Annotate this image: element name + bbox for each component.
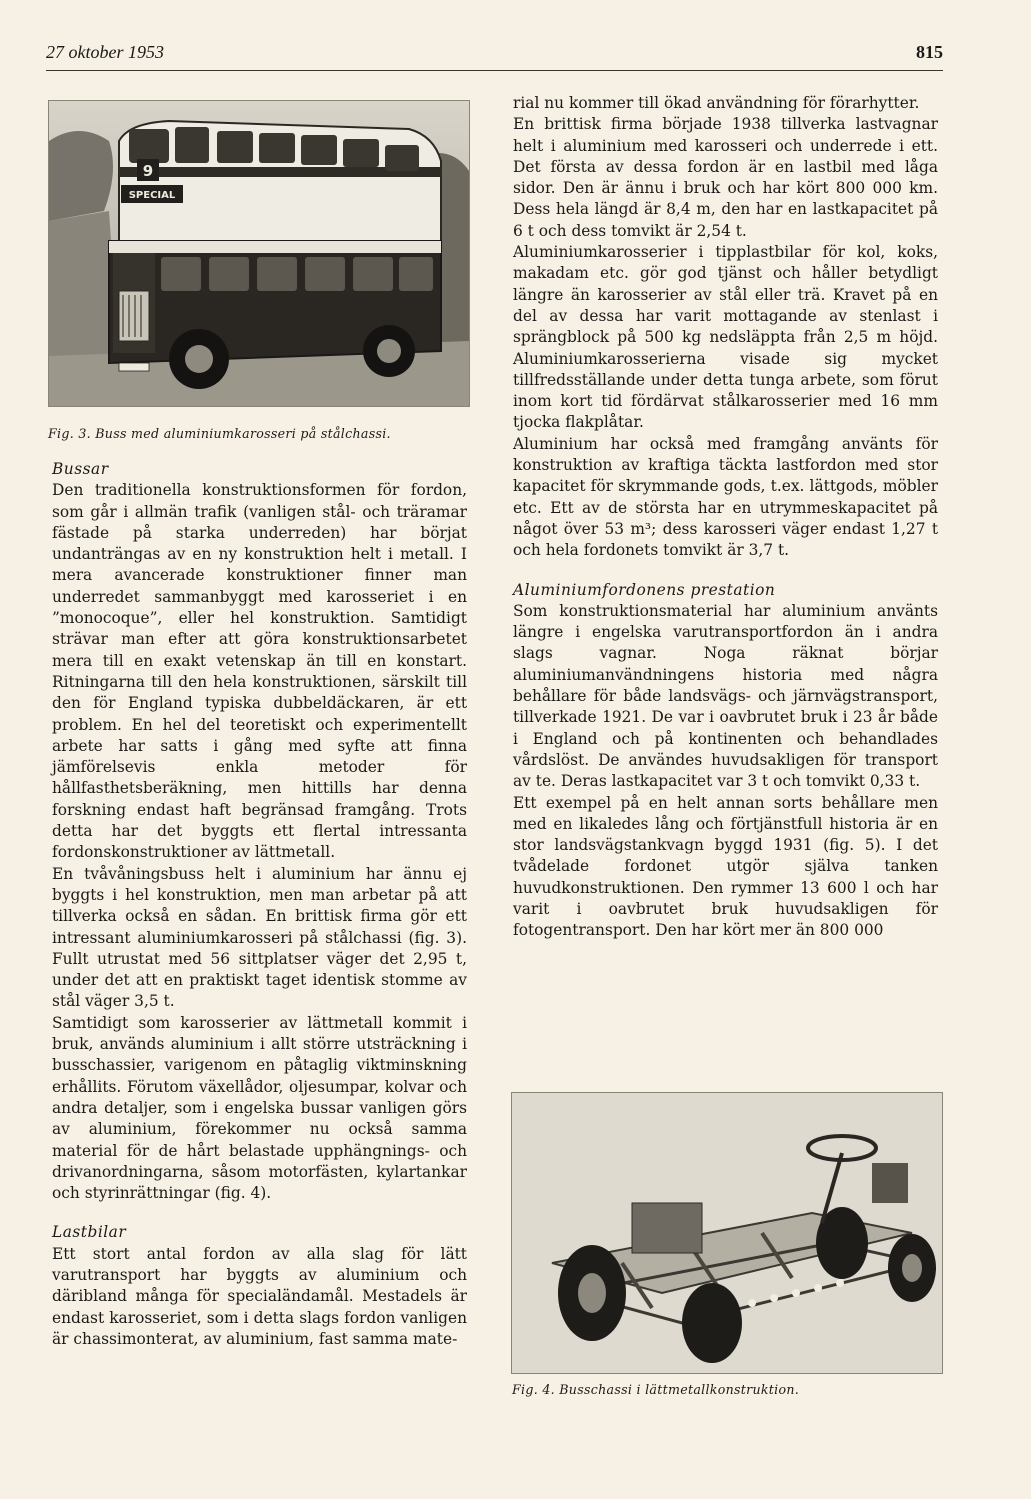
paragraph: Den traditionella konstruktionsformen för fordon, som går i allmän trafik (vanligen stål- och träramar fästade på starka underreden) har börjat undanträngas av en ny konstruktion helt i metall. I mera avancerade konstruktioner finner man underredet sammanbyggt med karosseriet i en ”monocoque”, eller hel konstruktion. Samtidigt strävar man efter att göra konstruktionsarbetet mera till en exakt vetenskap än till en konstart. Ritningarna till den hela konstruktionen, särskilt till den för England typiska dubbeldäckaren, är ett problem. En hel del teoretiskt och experimentellt arbete har satts i gång med syfte att finna jämförelsevis enkla metoder för hållfasthetsberäkning, men hittills har denna forskning endast haft begränsad framgång. Trots detta har det byggts ett flertal intressanta fordonskonstruktioner av lättmetall.	[52, 481, 467, 862]
page-number: 815	[916, 42, 943, 62]
paragraph: En tvåvåningsbuss helt i aluminium har ännu ej byggts i hel konstruktion, men man arbetar på att tillverka också en sådan. En brittisk firma gör ett intressant aluminiumkarosseri på stålchassi (fig. 3). Fullt utrustat med 56 sittplatser väger det 2,95 t, under det att en praktiskt taget identisk stomme av stål väger 3,5 t.	[52, 864, 467, 1011]
chassis-photo	[511, 1092, 943, 1374]
section-heading-bussar: Bussar	[52, 460, 109, 478]
chassis-illustration	[512, 1093, 942, 1373]
paragraph: Ett stort antal fordon av alla slag för lätt varutransport har byggts av aluminium och däribland många för specialändamål. Mestadels är endast karosseriet, som i detta slags fordon vanligen är chassimonterat, av aluminium, fast samma mate-	[52, 1244, 467, 1348]
left-column	[52, 459, 467, 1350]
bus-photo	[48, 100, 470, 407]
figure-4-caption: Fig. 4. Busschassi i lättmetallkonstruktion.	[512, 1382, 800, 1397]
figure-3-caption: Fig. 3. Buss med aluminiumkarosseri på stålchassi.	[48, 426, 391, 441]
paragraph: Aluminium har också med framgång använts för konstruktion av kraftiga täckta lastfordon med stor kapacitet för skrymmande gods, t.ex. lättgods, möbler etc. Ett av de största har en utrymmeskapacitet på något över 53 m³; dess karosseri väger endast 1,27 t och hela fordonets tomvikt är 3,7 t.	[513, 434, 938, 560]
paragraph: En brittisk firma började 1938 tillverka lastvagnar helt i aluminium med karosseri och underrede i ett. Det första av dessa fordon är en lastbil med låga sidor. Den är ännu i bruk och har kört 800 000 km. Dess hela längd är 8,4 m, den har en lastkapacitet på 6 t och dess tomvikt är 2,54 t.	[513, 115, 938, 240]
bus-illustration	[49, 101, 469, 406]
paragraph: Ett exempel på en helt annan sorts behållare men med en likaledes lång och förtjänstfull historia är en stor landsvägstankvagn byggd 1931 (fig. 5). I det tvådelade fordonet utgör själva tanken huvudkonstruktionen. Den rymmer 13 600 l och har varit i oavbrutet bruk huvudsakligen för fotogentransport. Den har kört mer än 800 000	[513, 793, 938, 940]
page-header	[46, 36, 943, 71]
route-number: 9	[142, 162, 154, 180]
paragraph: Som konstruktionsmaterial har aluminium använts längre i engelska varutransportfordon än i andra slags vagnar. Noga räknat börjar aluminiumanvändningens historia med några behållare för både landsvägs- och järnvägstransport, tillverkade 1921. De var i oavbrutet bruk i 23 år både i England och på kontinenten och behandlades vårdslöst. De användes huvudsakligen för transport av te. Deras lastkapacitet var 3 t och tomvikt 0,33 t.	[513, 601, 938, 791]
section-heading-lastbilar: Lastbilar	[52, 1223, 127, 1242]
issue-date: 27 oktober 1953	[46, 42, 164, 62]
right-column	[513, 93, 938, 942]
paragraph: Samtidigt som karosserier av lättmetall kommit i bruk, används aluminium i allt större utsträckning i busschassier, varigenom en påtaglig viktminskning erhållits. Förutom växellådor, oljesumpar, kolvar och andra detaljer, som i engelska bussar vanligen görs av aluminium, förekommer nu också samma material för de hårt belastade upphängnings- och drivanordningarna, såsom motorfästen, kylartankar och styrinrättningar (fig. 4).	[52, 1013, 467, 1203]
paragraph: Aluminiumkarosserier i tipplastbilar för kol, koks, makadam etc. gör god tjänst och håller betydligt längre än karosserier av stål eller trä. Kravet på en del av dessa har varit mottagande av stenlast i sprängblock på 500 kg nedsläppta från 2,5 m höjd. Aluminiumkarosserierna visade sig mycket tillfredsställande under detta tunga arbete, som förut inom kort tid fördärvat stålkarosserier med 16 mm tjocka flakplåtar.	[513, 243, 938, 432]
paragraph: rial nu kommer till ökad användning för förarhytter.	[513, 94, 920, 112]
section-heading-prestation: Aluminiumfordonens prestation	[513, 580, 776, 599]
destination-blind: SPECIAL	[128, 190, 176, 201]
